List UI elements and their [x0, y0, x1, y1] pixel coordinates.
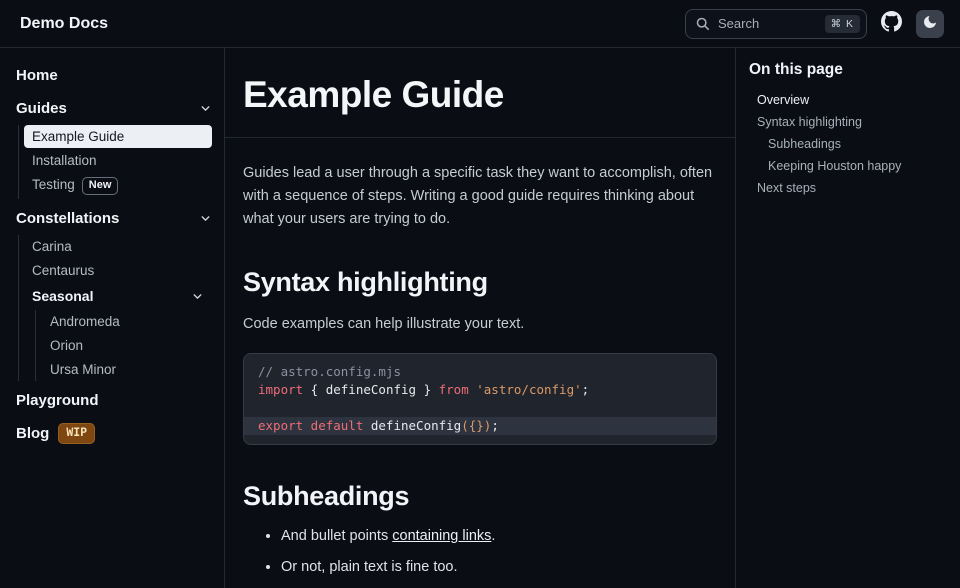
sidebar-item-andromeda[interactable]: Andromeda	[50, 314, 120, 330]
search-icon	[696, 17, 710, 31]
sidebar-item-orion[interactable]: Orion	[50, 338, 84, 354]
sidebar-group-label: Constellations	[16, 210, 120, 228]
sidebar-item-centaurus[interactable]: Centaurus	[32, 263, 95, 279]
github-link[interactable]	[881, 11, 902, 37]
heading-syntax-highlighting: Syntax highlighting	[243, 267, 488, 298]
chevron-down-icon	[199, 102, 212, 115]
page-layout	[0, 48, 960, 576]
heading-subheadings: Subheadings	[243, 481, 410, 512]
content-panel	[225, 138, 735, 579]
sidebar-seasonal-items	[35, 310, 212, 381]
toc-item-keeping-houston-happy[interactable]: Keeping Houston happy	[768, 159, 902, 173]
code-line-blank	[244, 399, 716, 417]
sidebar-constellations-items	[18, 235, 212, 381]
sidebar-item-carina[interactable]: Carina	[32, 239, 72, 255]
toc-item-subheadings[interactable]: Subheadings	[768, 137, 841, 151]
chevron-down-icon	[191, 290, 204, 303]
new-badge: New	[82, 177, 119, 195]
github-icon	[881, 11, 902, 37]
sidebar-group-guides[interactable]	[16, 93, 212, 124]
search-button[interactable]	[685, 9, 867, 39]
bullet-item-links: • And bullet points containing links.	[281, 526, 717, 548]
sidebar-group-seasonal[interactable]	[24, 283, 212, 309]
sidebar-group-label: Seasonal	[32, 288, 94, 305]
site-header	[0, 0, 960, 48]
toc-item-next-steps[interactable]: Next steps	[757, 181, 817, 195]
page-title: Example Guide	[243, 74, 504, 115]
bullet-item-plain: • Or not, plain text is fine too.	[281, 557, 717, 579]
sidebar-item-ursa-minor[interactable]: Ursa Minor	[50, 362, 117, 378]
toc-list	[749, 89, 950, 199]
sidebar-item-installation[interactable]: Installation	[32, 153, 97, 168]
moon-icon	[922, 14, 938, 33]
sidebar-item-blog[interactable]	[16, 416, 212, 451]
search-shortcut-kbd: ⌘ K	[825, 15, 860, 33]
main-content	[225, 48, 735, 588]
sidebar-group-constellations[interactable]	[16, 203, 212, 234]
containing-links-link[interactable]: containing links	[392, 528, 492, 545]
site-title[interactable]: Demo Docs	[20, 14, 109, 32]
sidebar-item-home[interactable]: Home	[16, 67, 58, 84]
intro-paragraph: Guides lead a user through a specific task they want to accomplish, often with a sequence of steps. Writing a good guide requires thinking about what your users are trying to do.	[243, 164, 713, 228]
sidebar-guides-items	[18, 125, 212, 199]
sidebar-item-testing[interactable]	[24, 173, 212, 199]
chevron-down-icon	[199, 212, 212, 225]
toc-title: On this page	[749, 61, 843, 78]
code-line-import: import { defineConfig } from 'astro/config';	[258, 382, 590, 398]
toc-item-overview[interactable]: Overview	[757, 93, 810, 107]
sidebar-item-playground[interactable]: Playground	[16, 392, 99, 410]
bullet-list	[243, 526, 717, 579]
sidebar-nav	[0, 48, 225, 588]
code-line-comment: // astro.config.mjs	[258, 364, 401, 380]
syntax-section-text: Code examples can help illustrate your text.	[243, 316, 525, 333]
sidebar-group-label: Guides	[16, 100, 67, 117]
sidebar-item-label: Blog	[16, 425, 50, 443]
sidebar-item-example-guide[interactable]: Example Guide	[24, 125, 212, 148]
search-placeholder: Search	[718, 16, 760, 31]
title-panel	[225, 48, 735, 138]
code-line-export-highlighted: export default defineConfig({});	[244, 417, 716, 435]
code-block	[243, 353, 717, 445]
wip-badge: WIP	[58, 423, 95, 444]
theme-toggle-button[interactable]	[916, 10, 944, 38]
on-this-page-panel	[735, 48, 960, 588]
toc-item-syntax-highlighting[interactable]: Syntax highlighting	[757, 115, 862, 129]
header-actions	[685, 9, 944, 39]
sidebar-item-label: Testing	[32, 177, 75, 192]
